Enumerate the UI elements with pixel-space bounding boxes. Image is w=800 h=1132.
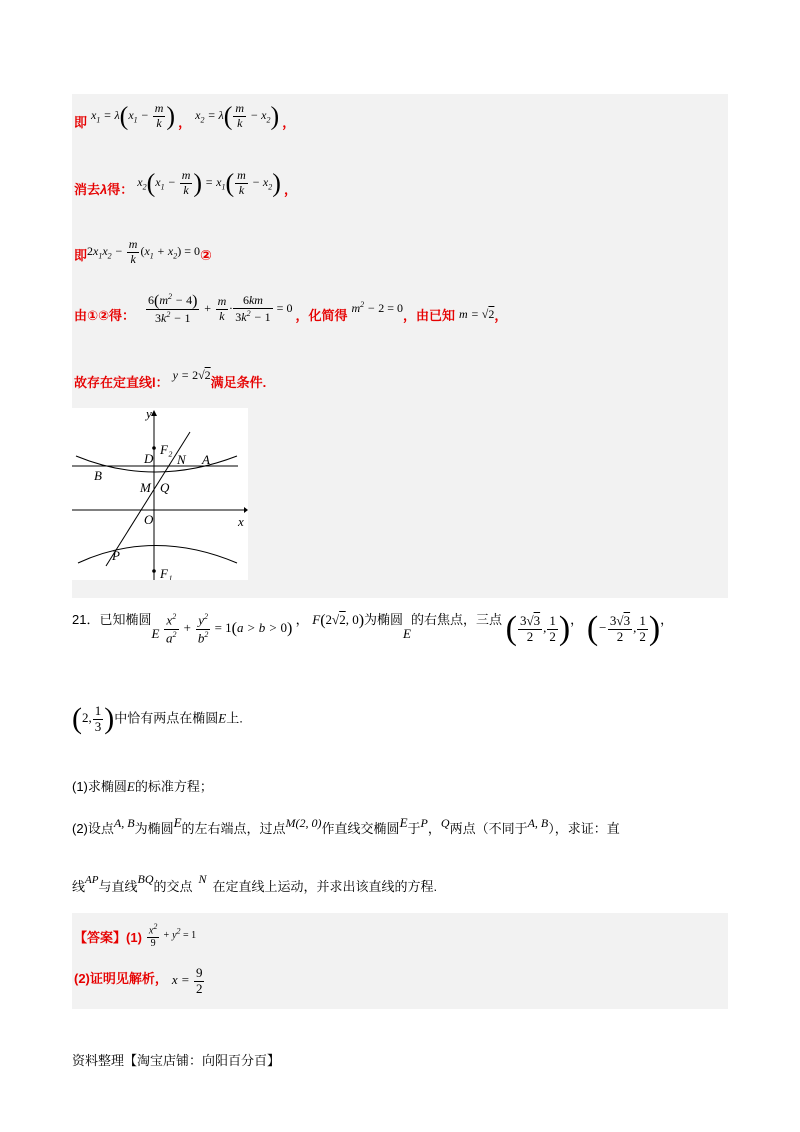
point-3: (2, $\frac{1}{3}$ ): [72, 702, 115, 736]
answer-part2-label: (2)证明见解析，: [74, 971, 168, 987]
ellipse-equation: $\frac{x^2}{a^2}$ + $\frac{y^2}{b^2}$ = 1(a > b > 0): [166, 612, 293, 645]
problem-number: 21．已知椭圆: [72, 611, 152, 627]
line4-math: $\frac{6(m^2 - 4)}{3k^2 - 1}$ + $\frac{m}{k}$ · $\frac{6km}{3k^2 - 1}$ = 0: [148, 292, 293, 326]
solution-line-5: [74, 364, 267, 390]
answer-line-2: [74, 966, 205, 997]
focus-f1-dot: [152, 569, 156, 573]
solution-line-1: $_即$ $x_1 = \lambda(x_1$ − $\frac{m}{k}$ ) $_,$ $x_2 = \lambda$( $\frac{m}{k}$ − $x_2$) $_,$: [74, 101, 296, 131]
line3-mark: ②: [199, 247, 212, 264]
q2-g: ），求证：直: [548, 821, 620, 836]
q2-line2-b: 与直线: [98, 879, 138, 894]
q2-line2-c: 的交点: [153, 879, 193, 894]
line3-prefix: 即: [74, 248, 88, 264]
q2-p: P: [420, 816, 428, 830]
answer-part1-label: (1): [126, 929, 142, 945]
q2-ab-2: A, B: [527, 816, 549, 830]
line1-math-b: $x_2 = \lambda$( $\frac{m}{k}$ − $x_2$): [195, 101, 280, 131]
line5-math: y = 2√2: [172, 368, 211, 382]
footer-text: 资料整理【淘宝店铺：向阳百分百】: [72, 1053, 281, 1068]
solution-line-3: [74, 238, 212, 267]
points-text-2: 上.: [226, 710, 243, 726]
solution-line-2: $_{消去\lambda 得:}$ $x_2(x_1$ − $\frac{m}{k}$ ) = $x_1$( $\frac{m}{k}$ − $x_2$) $_,$: [74, 168, 297, 198]
q2-ap: AP: [85, 874, 99, 886]
line5-prefix: 故存在定直线l：: [74, 375, 169, 390]
focus-text-2: 的右焦点，三点: [410, 611, 502, 627]
ellipse-name-1: E: [151, 625, 160, 641]
ellipse-name-2: E: [403, 625, 411, 641]
answer-line-1: [74, 922, 196, 949]
label-m: M: [140, 480, 151, 495]
line4-mid2: ，由已知: [403, 307, 456, 323]
label-p: P: [112, 548, 120, 563]
solution-line-4: $_{由①②得:}$ $\frac{6(m^2 - 4)}{3k^2 - 1}$ + $\frac{m}{k}$ · $\frac{6km}{3k^2 - 1}$ = 0 $_{,化简得}$ $m^2 - 2 = 0_{,由已知}$ $_{m = √2,}$: [74, 292, 508, 326]
label-b: B: [94, 468, 102, 483]
line2-prefix: 消去: [74, 182, 101, 198]
line4-prefix: 由①②得：: [74, 307, 136, 323]
focus-point: F(2√2, 0): [312, 611, 365, 629]
label-a: A: [202, 452, 210, 467]
label-q: Q: [160, 480, 170, 495]
line4-math3: m = √2: [459, 306, 495, 321]
ellipse-name-5: E: [173, 815, 182, 830]
line2-math: $x_2(x_1$ − $\frac{m}{k}$ ) = $x_1$( $\frac{m}{k}$ − $x_2$): [137, 168, 281, 198]
question-1: [72, 776, 213, 795]
line3-math: $2x_1x_2$ − $\frac{m}{k}$ $(x_1 + x_2) = 0$: [87, 237, 200, 266]
line4-math2: $m^2 - 2 = 0$: [351, 299, 404, 315]
q1-text: (1)求椭圆: [72, 779, 127, 794]
line4-mid: ，化简得: [295, 307, 348, 323]
q2-q: Q: [440, 816, 450, 830]
label-f1: F₁: [160, 566, 173, 580]
point-2: (− $\frac{3√3}{2}$ , $\frac{1}{2}$ ): [586, 610, 661, 647]
point-1: ( $\frac{3√3}{2}$ , $\frac{1}{2}$ ): [505, 610, 571, 647]
q2-n: N: [198, 872, 207, 886]
hyperbola-figure: [72, 408, 248, 580]
label-n: N: [177, 452, 186, 467]
answer-part2-math: x = $\frac{9}{2}$: [171, 965, 203, 996]
answer-part1-math: $\frac{x^2}{9}$ + $y^2 = 1$: [148, 922, 197, 949]
label-o: O: [144, 512, 154, 527]
ellipse-name-3: E: [218, 710, 227, 726]
q2-d: 作直线交椭圆: [321, 821, 400, 836]
points-text: 中恰有两点在椭圆: [114, 710, 219, 726]
q2-line2-d: 在定直线上运动，并求出该直线的方程.: [212, 879, 438, 894]
q1-suffix: 的标准方程；: [134, 779, 213, 794]
line5-suffix: 满足条件.: [210, 375, 267, 390]
answer-label: 【答案】: [74, 929, 127, 945]
label-d: D: [144, 451, 154, 466]
q2-a: (2)设点: [72, 821, 114, 836]
line2-suffix: 得：: [107, 182, 134, 198]
problem-line-2: [72, 704, 243, 735]
line1-prefix: 即: [74, 115, 88, 131]
question-2-line-1: (2)设点A, B为椭圆E的左右端点，过点M(2, 0)作直线交椭圆E于P，Q两点（不同于A, B），求证：直: [72, 815, 620, 836]
ellipse-name-6: E: [399, 815, 408, 830]
q2-line2-a: 线: [72, 879, 86, 894]
label-x: x: [238, 514, 244, 529]
label-f2: F₂: [160, 442, 173, 457]
focus-text: 为椭圆: [364, 611, 404, 627]
q2-bq: BQ: [137, 872, 154, 886]
focus-f2-dot: [152, 446, 156, 450]
q2-c: 的左右端点，过点: [181, 821, 286, 836]
q2-m: M(2, 0): [285, 816, 322, 830]
line1-math-a: $x_1 = \lambda(x_1$ − $\frac{m}{k}$ ): [91, 101, 176, 131]
q2-b: 为椭圆: [134, 821, 174, 836]
q2-ab: A, B: [113, 816, 135, 830]
question-2-line-2: [72, 872, 438, 895]
q2-e: 于: [407, 821, 421, 836]
q2-f: 两点（不同于: [449, 821, 528, 836]
problem-line-1: 21．已知椭圆E $\frac{x^2}{a^2}$ + $\frac{y^2}{b^2}$ = 1(a > b > 0) ， F(2√2, 0)为椭圆E的右焦点，三点 ( $\frac{3√3}{2}$ , $\frac{1}{2}$ )， (− $\frac{3√3}{2}$ , $\frac{1}{2}$ )，: [72, 610, 674, 647]
line2-lambda: λ: [100, 182, 108, 198]
label-y: y: [146, 408, 152, 421]
ellipse-name-4: E: [126, 779, 135, 794]
